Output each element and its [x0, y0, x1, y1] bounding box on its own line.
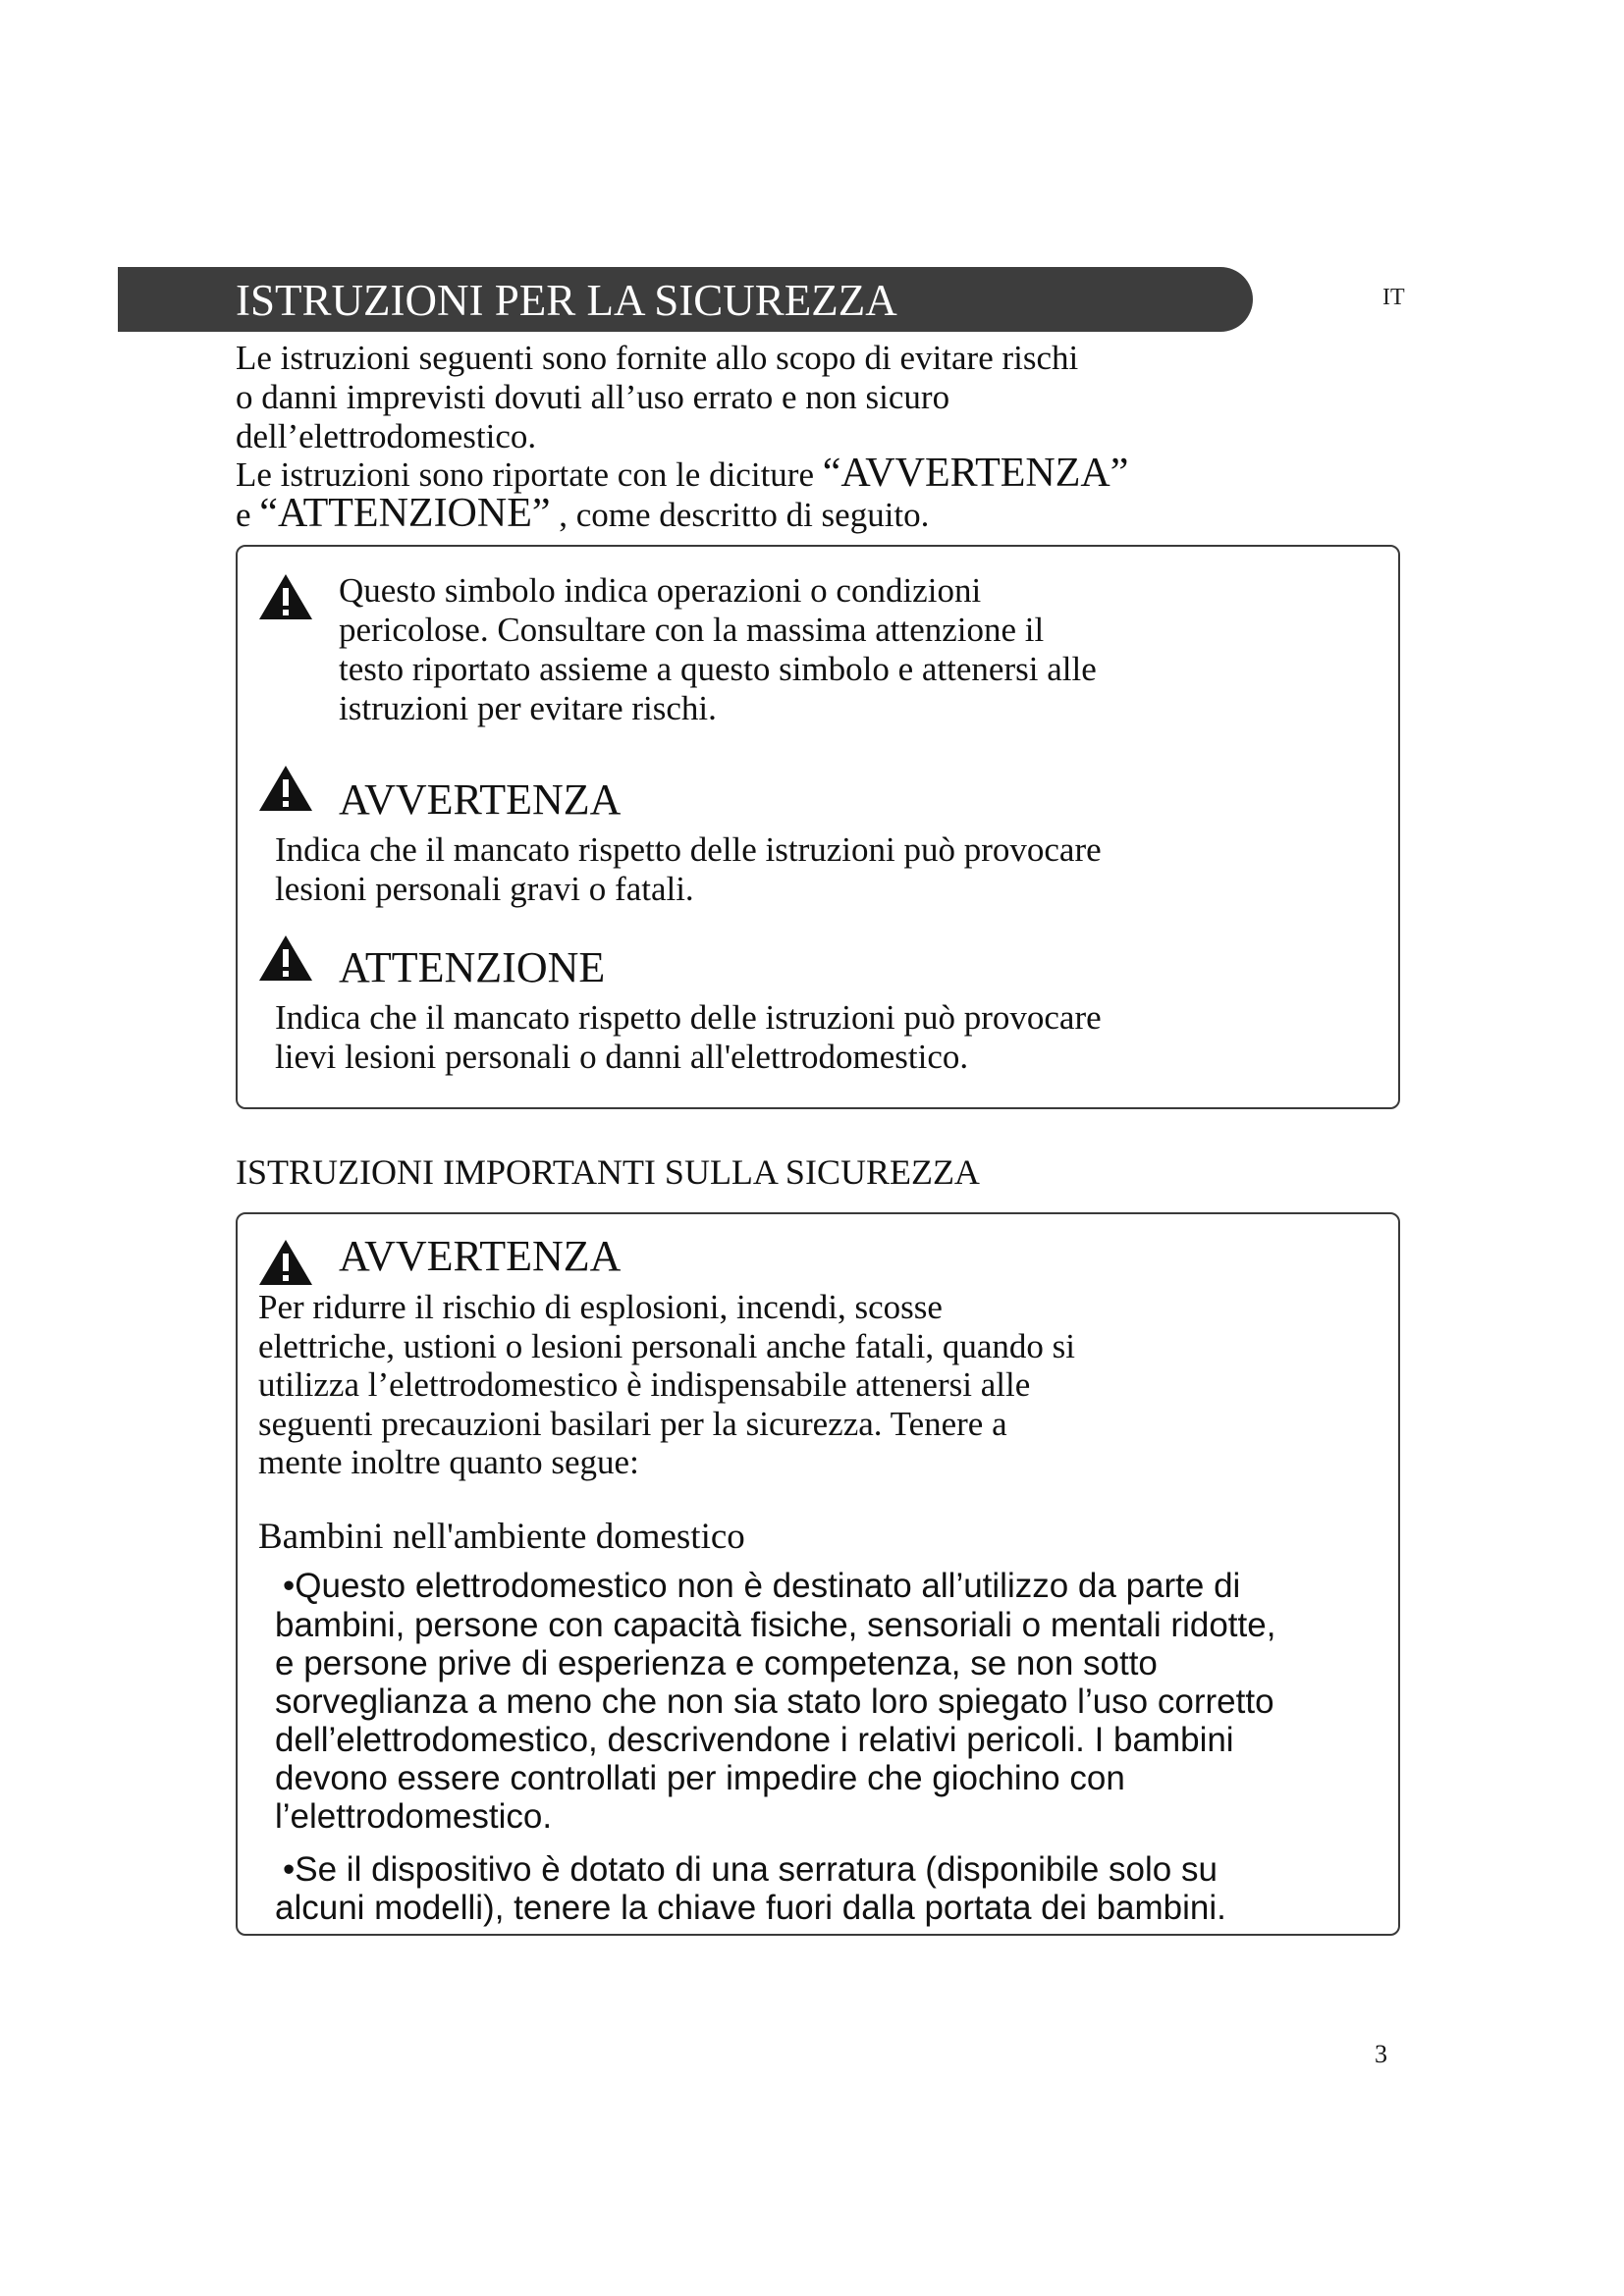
warning-triangle-icon [257, 572, 314, 621]
warning-desc-line-2: lesioni personali gravi o fatali. [275, 870, 694, 908]
bullet-1-line-4: sorveglianza a meno che non sia stato loro spiegato l’uso corretto [275, 1682, 1274, 1721]
intro-line-3: dell’elettrodomestico. [236, 417, 537, 455]
bullet-1-line-5: dell’elettrodomestico, descrivendone i relativi pericoli. I bambini [275, 1721, 1234, 1759]
warning-desc-line-1: Indica che il mancato rispetto delle istruzioni può provocare [275, 830, 1102, 869]
important-para-line-2: elettriche, ustioni o lesioni personali anche fatali, quando si [258, 1327, 1075, 1365]
bullet-2-line-1: •Se il dispositivo è dotato di una serratura (disponibile solo su [283, 1850, 1218, 1889]
section-title: ISTRUZIONI IMPORTANTI SULLA SICUREZZA [236, 1152, 980, 1192]
important-para-line-3: utilizza l’elettrodomestico è indispensabile attenersi alle [258, 1365, 1031, 1404]
bullet-1-line-6: devono essere controllati per impedire che giochino con [275, 1759, 1125, 1797]
warning-label: AVVERTENZA [339, 775, 622, 824]
bullet-2-line-2: alcuni modelli), tenere la chiave fuori dalla portata dei bambini. [275, 1889, 1226, 1927]
bullet-1-line-7: l’elettrodomestico. [275, 1797, 553, 1836]
intro-line-2: o danni imprevisti dovuti all’uso errato e non sicuro [236, 378, 950, 416]
important-para-line-1: Per ridurre il rischio di esplosioni, incendi, scosse [258, 1288, 943, 1326]
bullet-1-line-1: •Questo elettrodomestico non è destinato all’utilizzo da parte di [283, 1567, 1241, 1605]
warning-triangle-icon [257, 1238, 314, 1287]
bullet-1-line-3: e persone prive di esperienza e competenza, se non sotto [275, 1644, 1158, 1682]
intro-line-1: Le istruzioni seguenti sono fornite allo scopo di evitare rischi [236, 339, 1079, 377]
language-code: IT [1382, 285, 1405, 310]
important-warning-label: AVVERTENZA [339, 1232, 622, 1280]
caution-desc-line-2: lievi lesioni personali o danni all'elettrodomestico. [275, 1038, 969, 1076]
important-para-line-5: mente inoltre quanto segue: [258, 1443, 639, 1481]
caution-desc-line-1: Indica che il mancato rispetto delle istruzioni può provocare [275, 998, 1102, 1037]
symbol-text-line-3: testo riportato assieme a questo simbolo e attenersi alle [339, 650, 1097, 688]
page-number: 3 [1375, 2040, 1387, 2068]
warning-triangle-icon [257, 934, 314, 983]
symbol-text-line-2: pericolose. Consultare con la massima attenzione il [339, 611, 1045, 649]
warning-triangle-icon [257, 764, 314, 813]
symbol-text-line-1: Questo simbolo indica operazioni o condizioni [339, 571, 982, 610]
intro-line-4 [236, 451, 1257, 496]
intro-line-5-suffix: , come descritto di seguito. [550, 496, 930, 534]
bullet-1-line-2: bambini, persone con capacità fisiche, sensoriali o mentali ridotte, [275, 1606, 1276, 1644]
subheading-children: Bambini nell'ambiente domestico [258, 1517, 745, 1557]
symbol-text-line-4: istruzioni per evitare rischi. [339, 689, 717, 727]
page-title: ISTRUZIONI PER LA SICUREZZA [236, 276, 897, 325]
important-para-line-4: seguenti precauzioni basilari per la sicurezza. Tenere a [258, 1405, 1007, 1443]
caution-term: “ATTENZIONE” [259, 491, 551, 536]
intro-line-5 [236, 491, 1257, 536]
intro-line-5-prefix: e [236, 496, 260, 534]
warning-term: “AVVERTENZA” [822, 451, 1129, 496]
intro-line-4-text: Le istruzioni sono riportate con le diciture [236, 455, 823, 494]
caution-label: ATTENZIONE [339, 943, 606, 991]
